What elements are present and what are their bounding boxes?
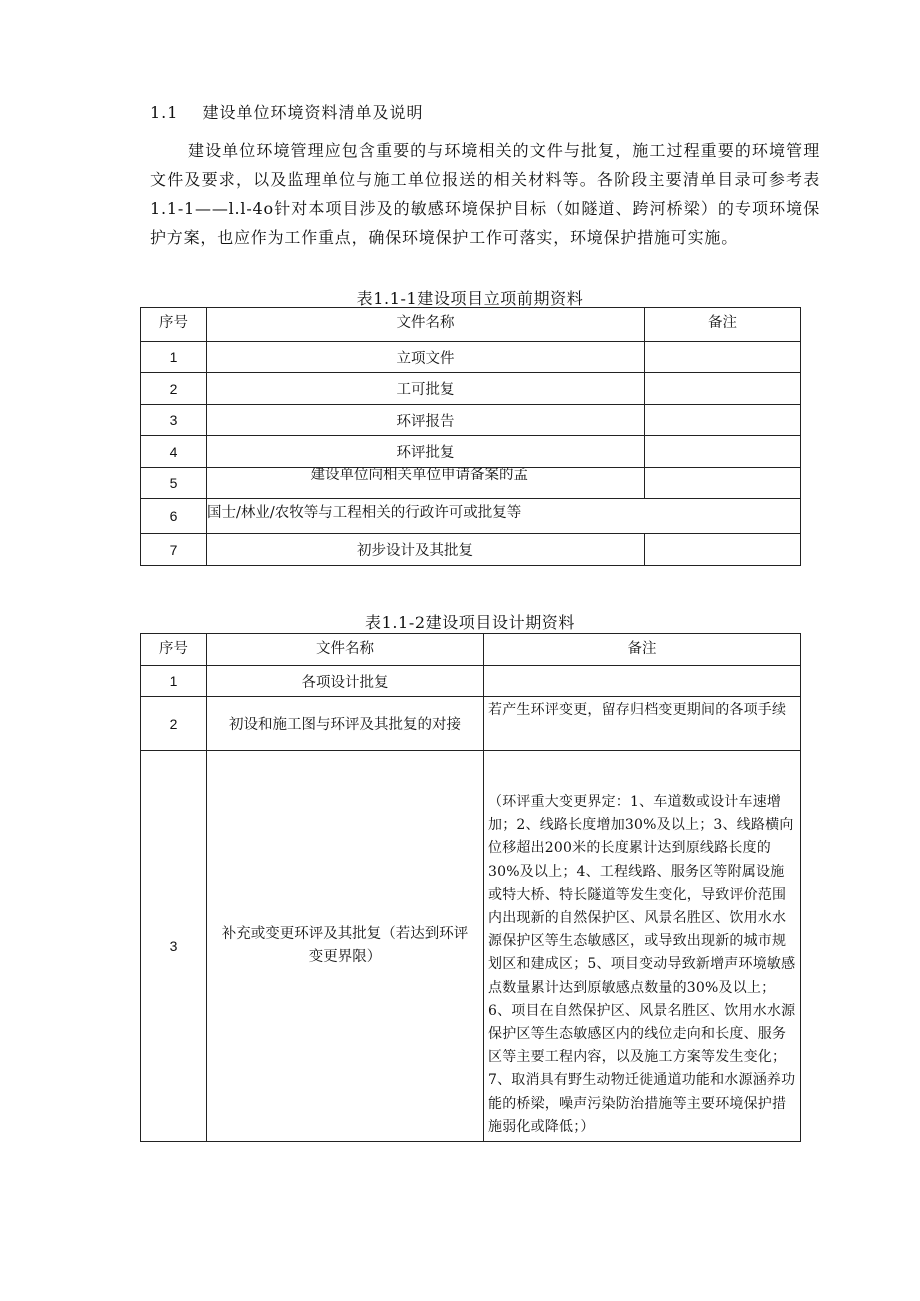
row-doc: 工可批复 [207, 373, 645, 405]
row-note [645, 342, 801, 373]
section-heading [150, 100, 424, 123]
row-note [645, 534, 801, 566]
table-row [141, 751, 801, 1142]
table-design-phase [140, 633, 801, 1142]
header-doc: 文件名称 [207, 308, 645, 342]
row-doc: 建设单位向相关单位申请备案的孟 [310, 468, 528, 483]
table2-caption: 表1.1-2建设项目设计期资料 [364, 613, 576, 632]
table-row [141, 436, 801, 468]
header-note: 备注 [645, 308, 801, 342]
row-seq: 1 [141, 666, 207, 697]
table-row [141, 697, 801, 751]
table1-caption: 表1.1-1建设项目立项前期资料 [356, 289, 584, 308]
table-row [141, 342, 801, 373]
header-doc: 文件名称 [207, 634, 484, 666]
table-pre-project [140, 307, 801, 566]
row-note [645, 373, 801, 405]
table-row [141, 666, 801, 697]
table-row [141, 468, 801, 499]
header-note: 备注 [484, 634, 801, 666]
row-doc: 初设和施工图与环评及其批复的对接 [207, 697, 484, 751]
table-row [141, 534, 801, 566]
row-doc: 环评报告 [207, 405, 645, 436]
row-seq: 7 [141, 534, 207, 566]
intro-paragraph: 建设单位环境管理应包含重要的与环境相关的文件与批复，施工过程重要的环境管理文件及要求，以及监理单位与施工单位报送的相关材料等。各阶段主要清单目录可参考表1.1-1——l.l-4o针对本项目涉及的敏感环境保护目标（如隧道、跨河桥梁）的专项环境保护方案，也应作为工作重点，确保环境保护工作可落实，环境保护措施可实施。 [150, 141, 820, 247]
table-header-row [141, 308, 801, 342]
row-note: 若产生环评变更，留存归档变更期间的各项手续 [484, 697, 801, 751]
row-seq: 6 [141, 499, 207, 534]
row-seq: 2 [141, 697, 207, 751]
row-note [645, 468, 801, 499]
row-seq: 3 [141, 405, 207, 436]
row-seq: 5 [141, 468, 207, 499]
row-note: （环评重大变更界定：1、车道数或设计车速增加；2、线路长度增加30%及以上；3、线路横向位移超出200米的长度累计达到原线路长度的30%及以上；4、工程线路、服务区等附属设施或特大桥、特长隧道等发生变化，导致评价范围内出现新的自然保护区、风景名胜区、饮用水水源保护区等生态敏感区，或导致出现新的城市规划区和建成区；5、项目变动导致新增声环境敏感点数量累计达到原敏感点数量的30%及以上；6、项目在自然保护区、风景名胜区、饮用水水源保护区等生态敏感区内的线位走向和长度、服务区等主要工程内容，以及施工方案等发生变化；7、取消具有野生动物迁徙通道功能和水源涵养功能的桥梁，噪声污染防治措施等主要环境保护措施弱化或降低；） [484, 751, 801, 1142]
row-seq: 2 [141, 373, 207, 405]
row-doc-cell [207, 468, 645, 499]
row-doc [207, 499, 801, 534]
table-row [141, 499, 801, 534]
header-seq: 序号 [141, 634, 207, 666]
row-doc: 环评批复 [207, 436, 645, 468]
row-doc: 初步设计及其批复 [207, 534, 645, 566]
section-title: 建设单位环境资料清单及说明 [202, 103, 424, 122]
section-number: 1.1 [150, 103, 179, 122]
row-doc: 补充或变更环评及其批复（若达到环评变更界限） [207, 751, 484, 1142]
row-seq: 4 [141, 436, 207, 468]
row-doc: 立项文件 [207, 342, 645, 373]
table-row [141, 373, 801, 405]
row-seq: 3 [141, 751, 207, 1142]
row-doc: 各项设计批复 [207, 666, 484, 697]
row-note [645, 405, 801, 436]
row-doc-text: 国士/林业/农牧等与工程相关的行政许可或批复等 [207, 505, 522, 521]
row-note [645, 436, 801, 468]
row-note [484, 666, 801, 697]
table-header-row [141, 634, 801, 666]
row-seq: 1 [141, 342, 207, 373]
table-row [141, 405, 801, 436]
header-seq: 序号 [141, 308, 207, 342]
